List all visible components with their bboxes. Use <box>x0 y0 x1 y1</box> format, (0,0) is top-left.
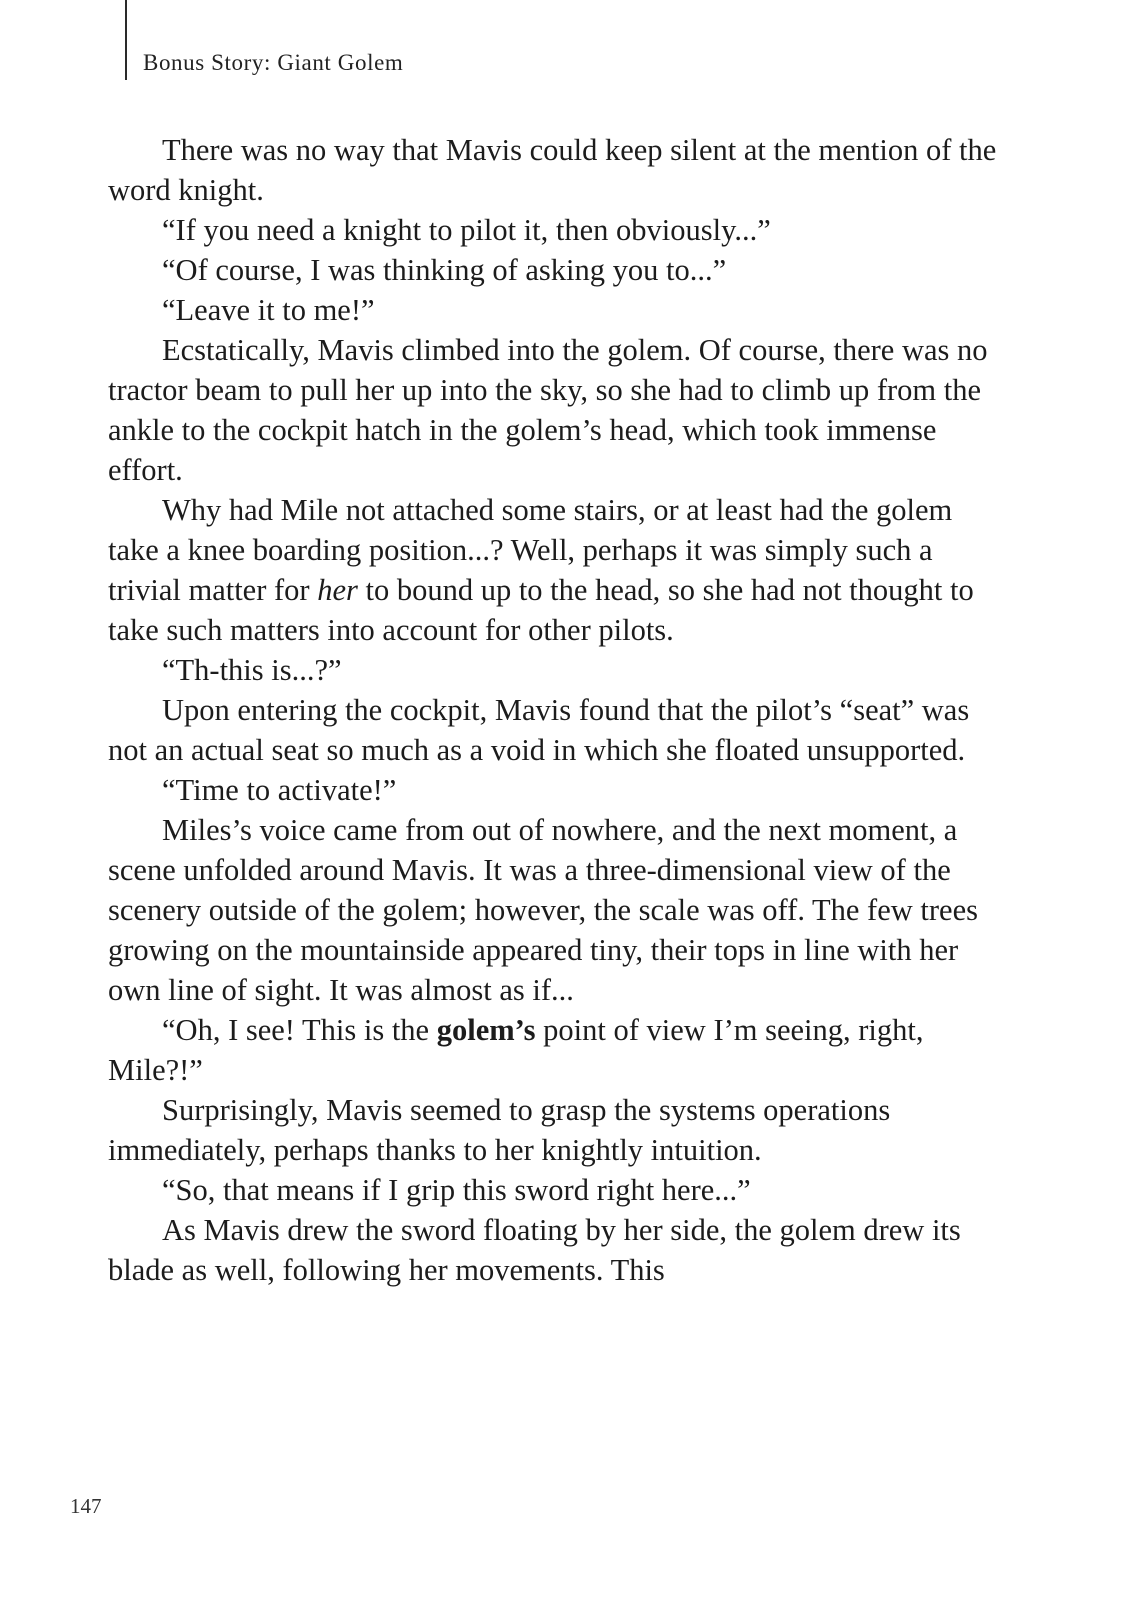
paragraph-text: to bound up to the head, so she had not thought to take such matters into account for other pilots. <box>108 573 974 647</box>
paragraph: Surprisingly, Mavis seemed to grasp the systems operations immediately, perhaps thanks to her knightly intuition. <box>108 1093 891 1167</box>
paragraph: “If you need a knight to pilot it, then obviously...” <box>162 213 771 247</box>
paragraph: “So, that means if I grip this sword right here...” <box>162 1173 751 1207</box>
paragraph-text: point of view I’m seeing, right, Mile?!” <box>108 1013 924 1087</box>
emphasis: her <box>317 573 358 607</box>
bold-emphasis: golem’s <box>436 1013 536 1047</box>
paragraph: As Mavis drew the sword floating by her side, the golem drew its blade as well, following her movements. This <box>108 1213 961 1287</box>
header-rule <box>125 0 127 80</box>
paragraph: There was no way that Mavis could keep silent at the mention of the word knight. <box>108 133 997 207</box>
paragraph: “Th-this is...?” <box>162 653 342 687</box>
paragraph: Ecstatically, Mavis climbed into the golem. Of course, there was no tractor beam to pull her up into the sky, so she had to climb up from the ankle to the cockpit hatch in the golem’s head, which took immense effort. <box>108 333 988 487</box>
paragraph: “Time to activate!” <box>162 773 397 807</box>
running-header: Bonus Story: Giant Golem <box>143 50 404 75</box>
paragraph <box>108 490 998 650</box>
paragraph: “Of course, I was thinking of asking you to...” <box>162 253 727 287</box>
body-text <box>108 130 998 1290</box>
paragraph: Miles’s voice came from out of nowhere, and the next moment, a scene unfolded around Mavis. It was a three-dimensional view of the scenery outside of the golem; however, the scale was off. The few trees growing on the mountainside appeared tiny, their tops in line with her own line of sight. It was almost as if... <box>108 813 978 1007</box>
page-number: 147 <box>70 1494 102 1518</box>
paragraph: “Leave it to me!” <box>162 293 375 327</box>
paragraph-text: “Oh, I see! This is the <box>162 1013 437 1047</box>
paragraph <box>108 1010 998 1090</box>
paragraph: Upon entering the cockpit, Mavis found that the pilot’s “seat” was not an actual seat so much as a void in which she floated unsupported. <box>108 693 970 767</box>
paragraph-text: Why had Mile not attached some stairs, or at least had the golem take a knee boarding position...? Well, perhaps it was simply such a trivial matter for <box>108 493 953 607</box>
